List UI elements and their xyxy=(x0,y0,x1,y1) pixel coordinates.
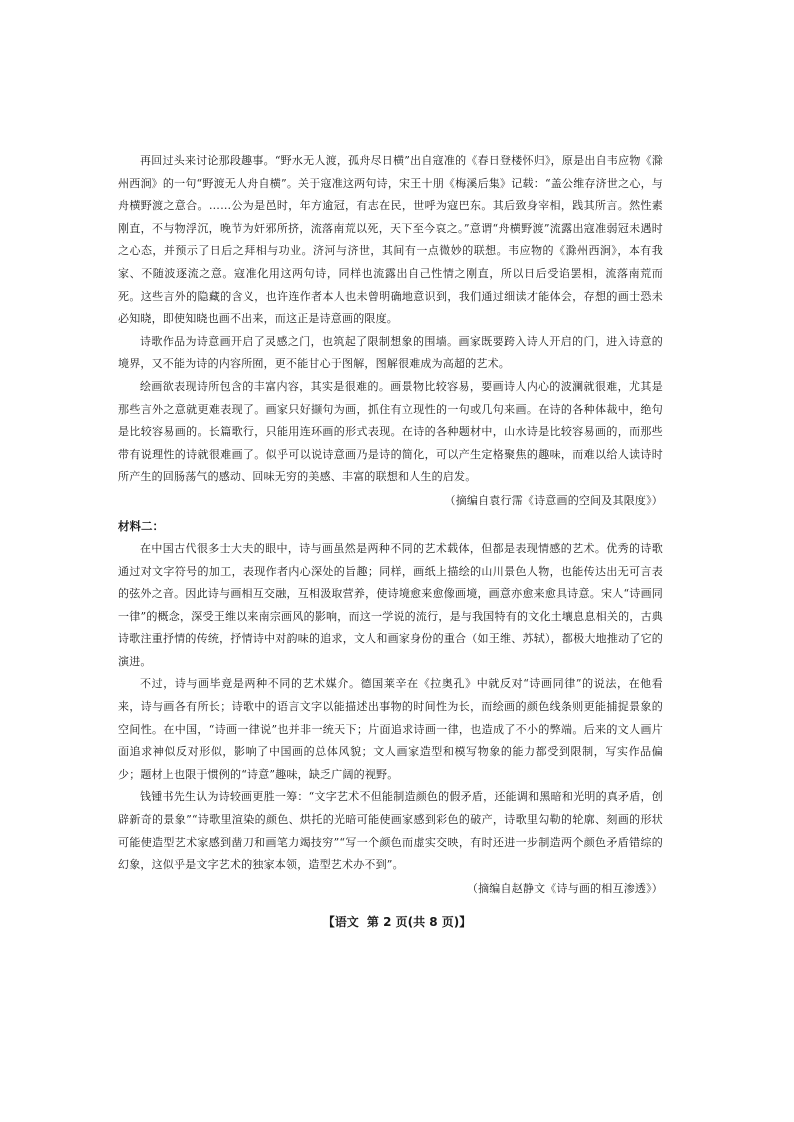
material1-paragraph-2: 诗歌作品为诗意画开启了灵感之门，也筑起了限制想象的围墙。画家既要跨入诗人开启的门，进入诗意的境界，又不能为诗的内容所囿，更不能甘心于图解，图解很难成为高超的艺术。 xyxy=(118,334,663,371)
material2-paragraph-1: 在中国古代很多士大夫的眼中，诗与画虽然是两种不同的艺术载体，但都是表现情感的艺术。优秀的诗歌通过对文字符号的加工，表现作者内心深处的旨趣；同样，画纸上描绘的山川景色人物，也能传达出无可言表的弦外之音。因此诗与画相互交融，互相汲取营养，使诗境愈来愈像画境，画意亦愈来愈具诗意。宋人“诗画同一律”的概念，深受王维以来南宗画风的影响，而这一学说的流行，是与我国特有的文化土壤息息相关的，古典诗歌注重抒情的传统，抒情诗中对韵味的追求，文人和画家身份的重合（如王维、苏轼），都极大地推动了它的演进。 xyxy=(118,541,663,668)
material2-paragraph-2: 不过，诗与画毕竟是两种不同的艺术媒介。德国莱辛在《拉奥孔》中就反对“诗画同律”的说法，在他看来，诗与画各有所长；诗歌中的语言文字以能描述出事物的时间性为长，而绘画的颜色线条则更能捕捉景象的空间性。在中国，“诗画一律说”也并非一统天下；片面追求诗画一律，也造成了不小的弊端。后来的文人画片面追求神似反对形似，影响了中国画的总体风貌；文人画家造型和模写物象的能力都受到限制，写实作品偏少；题材上也限于惯例的“诗意”趣味，缺乏广阔的视野。 xyxy=(118,677,663,781)
page-footer xyxy=(0,913,794,930)
material1-paragraph-3: 绘画欲表现诗所包含的丰富内容，其实是很难的。画景物比较容易，要画诗人内心的波澜就很难，尤其是那些言外之意就更难表现了。画家只好撷句为画，抓住有立现性的一句或几句来画。在诗的各种体裁中，绝句是比较容易画的。长篇歌行，只能用连环画的形式表现。在诗的各种题材中，山水诗是比较容易画的，而那些带有说理性的诗就很难画了。似乎可以说诗意画乃是诗的简化，可以产生定格聚焦的趣味，而难以给人读诗时所产生的回肠荡气的感动、回味无穷的美感、丰富的联想和人生的启发。 xyxy=(118,379,663,484)
material2-source: （摘编自赵静文《诗与画的相互渗透》） xyxy=(466,881,663,895)
footer-page-number: 第 2 页(共 8 页)】 xyxy=(366,915,472,929)
material2-heading: 材料二： xyxy=(118,518,164,533)
material2-paragraph-3: 钱锺书先生认为诗较画更胜一筹：“文字艺术不但能制造颜色的假矛盾，还能调和黑暗和光明的真矛盾，创辟新奇的景象”“诗歌里渲染的颜色、烘托的光暗可能使画家感到彩色的破产，诗歌里勾勒的轮廓、刻画的形状可能使造型艺术家感到凿刀和画笔力竭技穷”“写一个颜色而虚实交映，有时还进一步制造两个颜色矛盾错综的幻象，这似乎是文字艺术的独家本领，造型艺术办不到”。 xyxy=(118,790,663,872)
material1-paragraph-1: 再回过头来讨论那段趣事。“野水无人渡，孤舟尽日横”出自寇准的《春日登楼怀归》，原是出自韦应物《滁州西涧》的一句“野渡无人舟自横”。关于寇准这两句诗，宋王十朋《梅溪后集》记载：“盖公维存济世之心，与舟横野渡之意合。……公为是邑时，年方逾冠，有志在民，世呼为寇巴东。其后致身宰相，践其所言。然性素刚直，不与物浮沉，晚节为奸邪所挤，流落南荒以死，天下至今哀之。”意谓“舟横野渡”流露出寇准弱冠未遇时之心态，并预示了日后之拜相与功业。济河与济世，其间有一点微妙的联想。韦应物的《滁州西涧》，本有我家、不随波逐流之意。寇准化用这两句诗，同样也流露出自己性情之刚直，所以日后受谄罢相，流落南荒而死。这些言外的隐藏的含义，也许连作者本人也未曾明确地意识到，我们通过细读才能体会，存想的画士恐未必知晓，即使知晓也画不出来，而这正是诗意画的限度。 xyxy=(118,154,663,326)
page-content xyxy=(118,150,663,900)
footer-subject: 【语文 xyxy=(322,915,359,929)
material1-source: （摘编自袁行霈《诗意画的空间及其限度》） xyxy=(444,493,663,507)
